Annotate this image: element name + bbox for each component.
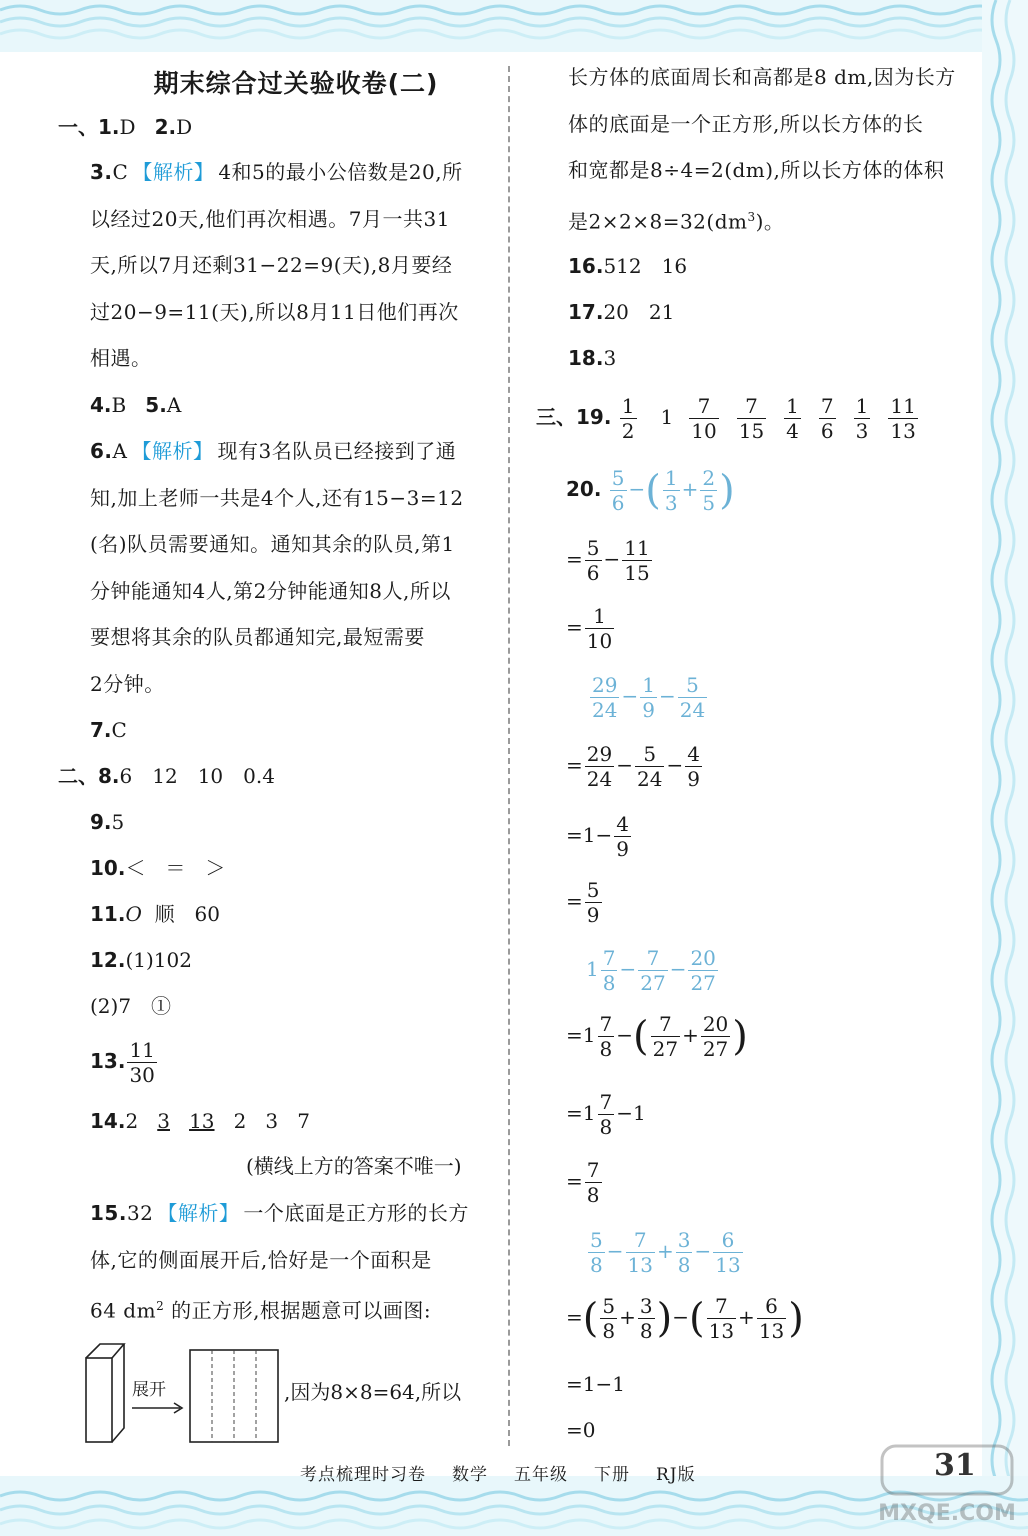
- q7-answer: [90, 716, 127, 744]
- frac-denominator: 8: [602, 1319, 616, 1343]
- frac-numerator: 7: [689, 394, 718, 419]
- left-paren: (: [633, 1013, 649, 1060]
- whole-number: 1: [660, 405, 674, 429]
- q12-ans2: (2)7 ①: [90, 994, 172, 1018]
- expr-2: [588, 673, 709, 722]
- eq-sign: =: [566, 1101, 583, 1125]
- whole-number: 1: [586, 957, 599, 981]
- q14-b: 3: [157, 1109, 170, 1133]
- frac-denominator: 8: [599, 1115, 613, 1139]
- q3-line: 相遇。: [90, 346, 152, 370]
- calc-step: [566, 1158, 604, 1207]
- q9-ans: 5: [111, 810, 125, 834]
- q3-block: [90, 149, 486, 382]
- eq-sign: =: [566, 823, 583, 847]
- section-3-label: 三、: [536, 405, 576, 429]
- frac-numerator: 1: [642, 673, 655, 697]
- fraction: [585, 604, 614, 653]
- q15-line: [90, 1283, 486, 1334]
- fraction: [651, 1012, 680, 1061]
- operator: −: [616, 1101, 633, 1125]
- footer-subject: 数学: [452, 1465, 488, 1485]
- fraction: [614, 812, 631, 861]
- frac-denominator: 2: [621, 419, 635, 443]
- frac-numerator: 1: [855, 394, 869, 418]
- q16-ans: 512 16: [603, 254, 688, 278]
- q12-answer-2: [90, 992, 171, 1020]
- fraction: [700, 466, 717, 515]
- frac-numerator: 5: [586, 536, 600, 560]
- q6-line: 知,加上老师一共是4个人,还有15−3=12: [90, 485, 464, 510]
- q7-ans: C: [111, 718, 127, 742]
- frac-denominator: 30: [129, 1063, 155, 1087]
- q6-line: 2分钟。: [90, 671, 165, 696]
- operator: −: [603, 547, 621, 571]
- frac-numerator: 7: [599, 1012, 613, 1036]
- calc-step: [566, 1012, 748, 1061]
- q15-line: 一个底面是正方形的长方: [243, 1201, 469, 1225]
- eq-sign: =: [566, 1023, 583, 1047]
- q3-num: 3.: [90, 160, 113, 184]
- fraction: [638, 1294, 655, 1343]
- fraction: [640, 673, 657, 722]
- q5-ans: A: [166, 393, 182, 417]
- frac-numerator: 7: [602, 946, 616, 970]
- cuboid-unfold-figure: [84, 1340, 284, 1446]
- operator: +: [619, 1305, 636, 1329]
- fraction: [707, 1294, 736, 1343]
- fraction: [689, 394, 718, 443]
- q7-num: 7.: [90, 718, 112, 742]
- q3-line: 天,所以7月还剩31−22=9(天),8月要经: [90, 253, 453, 277]
- q15-after-figure: ,因为8×8=64,所以: [284, 1380, 462, 1404]
- fraction: [585, 878, 602, 927]
- frac-numerator: 20: [690, 946, 716, 970]
- operator: +: [738, 1305, 755, 1329]
- operator: −: [669, 957, 687, 981]
- q19-item: [687, 394, 720, 443]
- q9-num: 9.: [90, 810, 112, 834]
- q14-answer: [90, 1107, 310, 1135]
- whole-number: 1: [582, 823, 596, 847]
- frac-numerator: 5: [635, 742, 664, 767]
- frac-numerator: 6: [713, 1228, 742, 1253]
- q15-block: [90, 1190, 486, 1334]
- q14-num: 14.: [90, 1109, 126, 1133]
- q10-ans: ＜ ＝ ＞: [125, 856, 226, 880]
- calc-step: [566, 604, 616, 653]
- q14-d: 2: [233, 1109, 247, 1133]
- q15-num: 15.: [90, 1201, 127, 1225]
- q4-q5-answers: [90, 391, 181, 419]
- q9-answer: [90, 808, 124, 836]
- q18-num: 18.: [568, 346, 604, 370]
- operator: −: [672, 1305, 689, 1329]
- calc-step: [566, 1294, 804, 1343]
- frac-numerator: 6: [757, 1294, 786, 1319]
- operator: −: [628, 477, 646, 501]
- q6-block: [90, 428, 486, 707]
- calc-step: [566, 812, 633, 861]
- frac-numerator: 2: [702, 466, 716, 490]
- fraction: [622, 536, 651, 585]
- q19-fractions: [618, 394, 934, 443]
- watermark-text: MXQE.COM: [878, 1501, 1016, 1526]
- calc-value: 1−1: [582, 1372, 625, 1396]
- q3-line: 以经过20天,他们再次相遇。7月一共31: [90, 206, 450, 231]
- calc-step: [566, 1370, 625, 1398]
- operator: −: [658, 684, 676, 708]
- frac-denominator: 6: [586, 561, 600, 585]
- frac-denominator: 15: [738, 419, 765, 443]
- q11-ans: 顺 60: [154, 902, 221, 926]
- q13-num: 13.: [90, 1049, 126, 1073]
- fraction: [598, 1090, 615, 1139]
- operator: −: [616, 1023, 633, 1047]
- q16-answer: [568, 252, 687, 280]
- q19-item: [618, 394, 639, 443]
- q19-item: [886, 394, 919, 443]
- eq-sign: =: [566, 889, 583, 913]
- q15-last-b: )。: [755, 209, 785, 234]
- frac-numerator: 11: [624, 536, 650, 560]
- q3-line: 过20−9=11(天),所以8月11日他们再次: [90, 299, 459, 324]
- frac-denominator: 8: [586, 1183, 600, 1207]
- frac-denominator: 5: [702, 491, 716, 515]
- fraction: [635, 742, 664, 791]
- frac-numerator: 11: [129, 1038, 155, 1062]
- q6-line: 分钟能通知4人,第2分钟能通知8人,所以: [90, 578, 451, 603]
- whole-number: 1: [582, 1101, 596, 1125]
- q14-e: 3: [265, 1109, 279, 1133]
- q19-item: [735, 394, 768, 443]
- frac-numerator: 1: [664, 466, 678, 490]
- right-paren: ): [788, 1295, 804, 1342]
- expr-4: [586, 1228, 745, 1277]
- calc-step: [566, 1416, 596, 1444]
- operator: −: [616, 753, 633, 777]
- calc-step: [566, 1090, 646, 1139]
- eq-sign: =: [566, 1169, 583, 1193]
- whole-number: 1: [633, 1101, 646, 1125]
- q15-cont-line: 和宽都是8÷4=2(dm),所以长方体的体积: [568, 158, 945, 182]
- column-divider: [508, 66, 510, 1446]
- fraction: [585, 742, 614, 791]
- q11-answer: [90, 900, 220, 928]
- q15-last-sup: 3: [747, 209, 756, 224]
- frac-numerator: 5: [602, 1294, 616, 1318]
- q1-ans: D: [119, 115, 136, 139]
- footer-book: 考点梳理时习卷: [300, 1465, 426, 1485]
- q13-fraction: [127, 1038, 156, 1087]
- fraction: [610, 466, 627, 515]
- q19-answer: [536, 394, 934, 446]
- expr-1: [608, 466, 735, 515]
- q17-ans: 20 21: [603, 300, 675, 324]
- fraction: [598, 1012, 615, 1061]
- operator: −: [619, 957, 637, 981]
- frac-denominator: 3: [855, 419, 869, 443]
- fraction: [701, 1012, 730, 1061]
- fraction: [688, 946, 717, 995]
- frac-denominator: 8: [599, 1037, 613, 1061]
- q14-a: 2: [125, 1109, 139, 1133]
- fraction: [601, 946, 618, 995]
- q11-num: 11.: [90, 902, 126, 926]
- fraction: [854, 394, 871, 443]
- footer-grade: 五年级: [514, 1465, 568, 1485]
- frac-numerator: 7: [651, 1012, 680, 1037]
- footer-edition: RJ版: [656, 1465, 696, 1485]
- fraction: [784, 394, 801, 443]
- q15-cont-line: 长方体的底面周长和高都是8 dm,因为长方: [568, 65, 956, 89]
- fraction: [676, 1228, 693, 1277]
- frac-denominator: 8: [602, 971, 616, 995]
- expr-3: [586, 946, 720, 995]
- q19-num: 19.: [576, 405, 612, 429]
- q6-analysis-tag: 【解析】: [131, 439, 214, 463]
- frac-denominator: 8: [639, 1319, 653, 1343]
- q2-ans: D: [176, 115, 193, 139]
- frac-denominator: 24: [636, 767, 663, 791]
- q3-ans: C: [112, 160, 129, 184]
- fraction: [888, 394, 917, 443]
- frac-denominator: 4: [786, 419, 799, 443]
- fraction: [585, 1158, 602, 1207]
- eq-sign: =: [566, 547, 583, 571]
- frac-numerator: 1: [621, 394, 635, 418]
- q12-num: 12.: [90, 948, 126, 972]
- q8-num: 8.: [98, 764, 120, 788]
- frac-numerator: 7: [638, 946, 667, 971]
- q15-cont-line: 体的底面是一个正方形,所以长方体的长: [568, 111, 924, 136]
- q6-num: 6.: [90, 439, 113, 463]
- frac-numerator: 1: [585, 604, 614, 629]
- q19-item: [817, 394, 838, 443]
- operator: +: [656, 1239, 674, 1263]
- left-paren: (: [688, 1295, 705, 1342]
- q10-answer: [90, 854, 225, 882]
- cuboid-icon: [86, 1344, 124, 1442]
- q15-line3a: 64 dm: [90, 1298, 157, 1323]
- q19-item: [661, 405, 674, 429]
- frac-numerator: 29: [586, 742, 613, 766]
- fraction: [626, 1228, 655, 1277]
- q13-answer: [90, 1038, 159, 1088]
- frac-denominator: 13: [708, 1319, 735, 1343]
- q15-line3-sup: 2: [156, 1299, 165, 1313]
- frac-numerator: 7: [707, 1294, 736, 1319]
- q17-num: 17.: [568, 300, 604, 324]
- frac-denominator: 24: [679, 698, 706, 722]
- fraction: [620, 394, 637, 443]
- calc-step: [566, 742, 704, 791]
- right-paren: ): [732, 1013, 748, 1060]
- q20-num: 20.: [566, 477, 602, 501]
- q2-num: 2.: [154, 115, 177, 139]
- q3-analysis-tag: 【解析】: [132, 160, 215, 184]
- frac-numerator: 3: [639, 1294, 653, 1318]
- frac-numerator: 7: [626, 1228, 655, 1253]
- fraction: [588, 1228, 605, 1277]
- eq-sign: =: [566, 1372, 583, 1396]
- fraction: [713, 1228, 742, 1277]
- left-paren: (: [582, 1295, 599, 1342]
- q8-answer: [58, 762, 275, 790]
- frac-denominator: 9: [687, 767, 700, 791]
- calc-step: [566, 878, 604, 927]
- frac-numerator: 4: [616, 812, 629, 836]
- q18-answer: [568, 344, 616, 372]
- right-paren: ): [719, 467, 735, 514]
- frac-denominator: 27: [640, 971, 666, 995]
- frac-numerator: 5: [586, 878, 600, 902]
- frac-denominator: 9: [616, 837, 629, 861]
- q4-ans: B: [111, 393, 127, 417]
- q20-expr-1: [566, 466, 735, 518]
- q6-line: (名)队员需要通知。通知其余的队员,第1: [90, 532, 455, 556]
- frac-denominator: 13: [758, 1319, 785, 1343]
- q15-ans: 32: [126, 1201, 154, 1225]
- frac-numerator: 5: [678, 673, 707, 698]
- frac-numerator: 7: [599, 1090, 613, 1114]
- fraction: [685, 742, 702, 791]
- fraction: [678, 673, 707, 722]
- right-paren: ): [656, 1295, 673, 1342]
- eq-sign: =: [566, 1418, 583, 1442]
- q18-ans: 3: [603, 346, 617, 370]
- q5-num: 5.: [145, 393, 167, 417]
- q6-ans: A: [112, 439, 128, 463]
- frac-denominator: 3: [664, 491, 678, 515]
- left-paren: (: [645, 467, 661, 514]
- frac-denominator: 6: [611, 491, 625, 515]
- fraction: [638, 946, 667, 995]
- q12-ans1: (1)102: [125, 948, 192, 972]
- unfold-label: 展开: [132, 1380, 166, 1400]
- frac-denominator: 8: [677, 1253, 691, 1277]
- q15-line3b: 的正方形,根据题意可以画图:: [164, 1298, 432, 1323]
- q14-c: 13: [189, 1109, 215, 1133]
- frac-denominator: 8: [590, 1253, 603, 1277]
- frac-numerator: 5: [611, 466, 625, 490]
- operator: +: [681, 477, 699, 501]
- fraction: [757, 1294, 786, 1343]
- q19-item: [782, 394, 803, 443]
- footer-volume: 下册: [594, 1465, 630, 1485]
- fraction: [737, 394, 766, 443]
- fraction: [585, 536, 602, 585]
- q3-line: 4和5的最小公倍数是20,所: [218, 160, 463, 184]
- q11-ans-o: O: [125, 902, 142, 926]
- q1-num: 1.: [98, 115, 120, 139]
- frac-denominator: 10: [691, 419, 717, 443]
- calc-step: [566, 536, 654, 585]
- operator: −: [694, 1239, 712, 1263]
- operator: −: [621, 684, 639, 708]
- q17-answer: [568, 298, 674, 326]
- fraction: [663, 466, 680, 515]
- eq-sign: =: [566, 753, 583, 777]
- page-number: 31: [934, 1448, 976, 1483]
- operator: −: [606, 1239, 624, 1263]
- q15-continuation: [568, 54, 968, 245]
- frac-numerator: 5: [590, 1228, 603, 1252]
- q1-q2-answers: [58, 113, 192, 141]
- page-title: 期末综合过关验收卷(二): [153, 69, 439, 98]
- q6-line: 现有3名队员已经接到了通: [217, 439, 457, 463]
- frac-numerator: 11: [890, 394, 916, 418]
- frac-numerator: 7: [586, 1158, 600, 1182]
- fraction: [590, 673, 619, 722]
- q12-answer: [90, 946, 192, 974]
- frac-numerator: 20: [702, 1012, 729, 1036]
- frac-denominator: 9: [642, 698, 655, 722]
- frac-denominator: 10: [586, 629, 613, 653]
- top-wave-border: [0, 0, 1028, 52]
- q16-num: 16.: [568, 254, 604, 278]
- right-wave-border: [982, 0, 1028, 1536]
- q4-num: 4.: [90, 393, 112, 417]
- frac-denominator: 13: [627, 1253, 653, 1277]
- q19-item: [852, 394, 873, 443]
- q15-line: 体,它的侧面展开后,恰好是一个面积是: [90, 1247, 432, 1272]
- q14-note: (横线上方的答案不唯一): [246, 1154, 462, 1178]
- frac-denominator: 24: [586, 767, 613, 791]
- q6-line: 要想将其余的队员都通知完,最短需要: [90, 625, 425, 649]
- frac-numerator: 3: [677, 1228, 691, 1252]
- frac-denominator: 27: [690, 971, 716, 995]
- q10-num: 10.: [90, 856, 126, 880]
- frac-numerator: 7: [820, 394, 834, 418]
- frac-numerator: 7: [737, 394, 766, 419]
- frac-numerator: 1: [786, 394, 799, 418]
- q8-ans: 6 12 10 0.4: [119, 764, 275, 788]
- frac-denominator: 27: [652, 1037, 679, 1061]
- operator: +: [682, 1023, 699, 1047]
- calc-value: 0: [582, 1418, 596, 1442]
- q15-cont-line: [568, 194, 968, 245]
- operator: −: [595, 823, 613, 847]
- frac-denominator: 13: [890, 419, 916, 443]
- q14-f: 7: [297, 1109, 310, 1133]
- q15-last-a: 是2×2×8=32(dm: [568, 209, 748, 234]
- frac-denominator: 6: [820, 419, 834, 443]
- frac-denominator: 27: [702, 1037, 729, 1061]
- eq-sign: =: [566, 615, 583, 639]
- eq-sign: =: [566, 1305, 583, 1329]
- footer: [300, 1460, 722, 1485]
- fraction: [819, 394, 836, 443]
- frac-denominator: 24: [592, 698, 618, 722]
- whole-number: 1: [582, 1023, 596, 1047]
- frac-denominator: 9: [586, 903, 600, 927]
- q15-analysis-tag: 【解析】: [157, 1201, 240, 1225]
- frac-numerator: 29: [592, 673, 618, 697]
- frac-numerator: 4: [687, 742, 700, 766]
- frac-denominator: 15: [624, 561, 650, 585]
- section-1-label: 一、: [58, 115, 98, 139]
- frac-denominator: 13: [715, 1253, 741, 1277]
- fraction: [600, 1294, 617, 1343]
- operator: −: [666, 753, 684, 777]
- section-2-label: 二、: [58, 764, 98, 788]
